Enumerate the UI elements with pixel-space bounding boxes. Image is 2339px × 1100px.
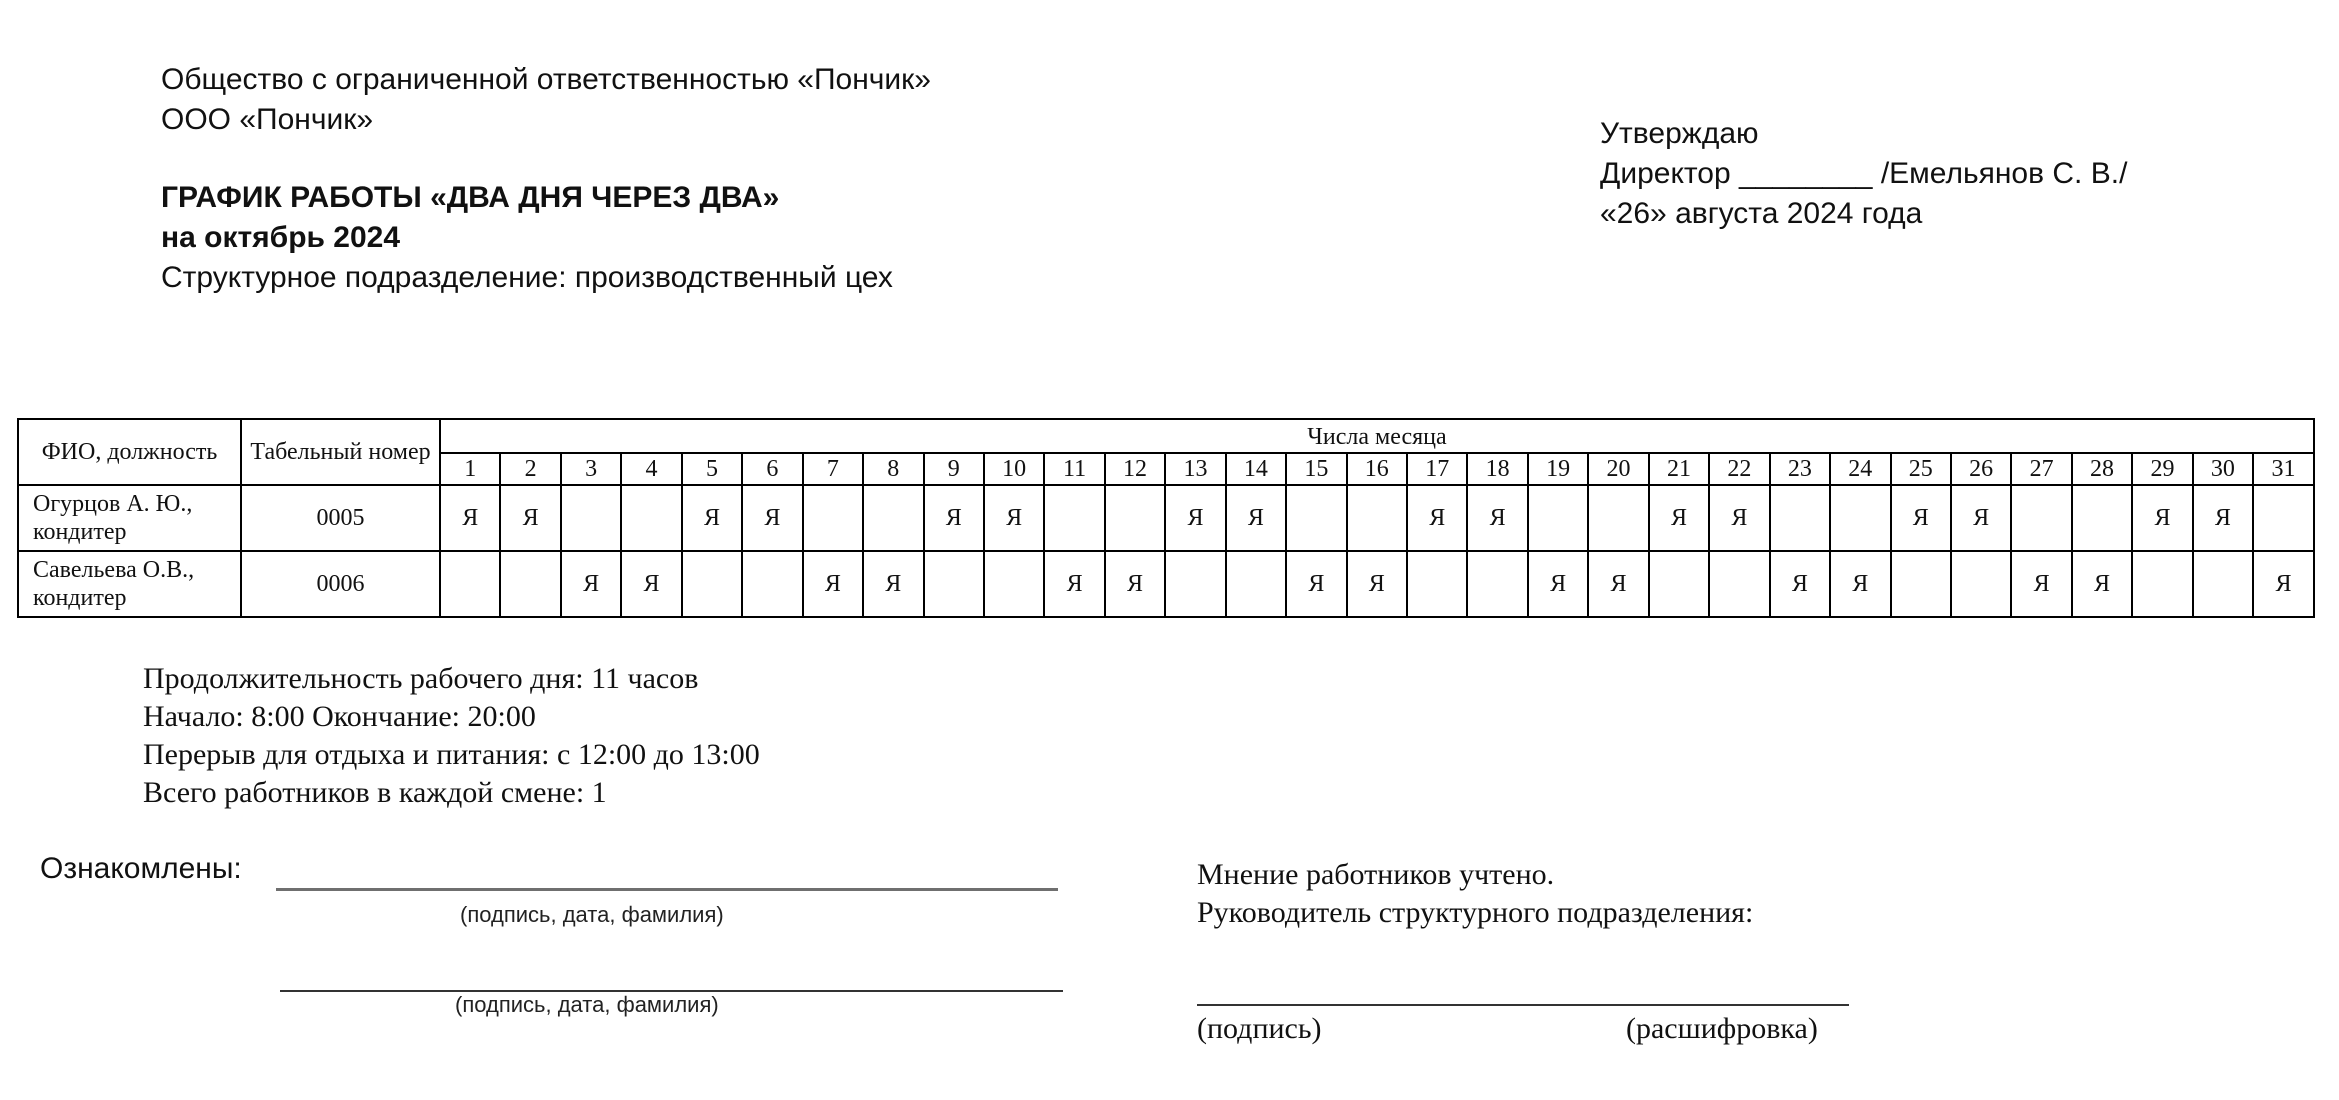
shift-cell[interactable]: Я	[863, 551, 923, 617]
shift-cell[interactable]: Я	[2193, 485, 2253, 551]
shift-cell[interactable]: Я	[1165, 485, 1225, 551]
shift-cell[interactable]: Я	[1407, 485, 1467, 551]
day-header: 9	[924, 453, 984, 485]
document-title: ГРАФИК РАБОТЫ «ДВА ДНЯ ЧЕРЕЗ ДВА»	[161, 181, 780, 214]
employee-number: 0006	[241, 551, 440, 617]
day-header: 20	[1588, 453, 1648, 485]
shift-cell[interactable]: Я	[803, 551, 863, 617]
shift-cell[interactable]	[1467, 551, 1527, 617]
shift-cell[interactable]	[1649, 551, 1709, 617]
day-header: 10	[984, 453, 1044, 485]
employee-name: Огурцов А. Ю., кондитер	[18, 485, 241, 551]
work-info-block	[143, 660, 760, 812]
shift-cell[interactable]: Я	[621, 551, 681, 617]
workers-per-shift: Всего работников в каждой смене: 1	[143, 776, 607, 809]
shift-cell[interactable]: Я	[742, 485, 802, 551]
department-head-signature-line[interactable]	[1197, 1004, 1849, 1006]
shift-cell[interactable]: Я	[2253, 551, 2314, 617]
day-header: 3	[561, 453, 621, 485]
shift-cell[interactable]: Я	[1709, 485, 1769, 551]
day-header: 18	[1467, 453, 1527, 485]
shift-cell[interactable]	[2072, 485, 2132, 551]
day-header: 25	[1891, 453, 1951, 485]
document-title-block	[161, 178, 893, 298]
acknowledged-label: Ознакомлены:	[40, 852, 242, 885]
day-header: 31	[2253, 453, 2314, 485]
day-header: 4	[621, 453, 681, 485]
acknowledgement-caption-1: (подпись, дата, фамилия)	[460, 902, 724, 927]
shift-cell[interactable]: Я	[440, 485, 500, 551]
day-header: 19	[1528, 453, 1588, 485]
shift-cell[interactable]: Я	[2132, 485, 2192, 551]
shift-cell[interactable]: Я	[2011, 551, 2071, 617]
shift-cell[interactable]	[682, 551, 742, 617]
opinion-block	[1197, 856, 1753, 932]
employee-number: 0005	[241, 485, 440, 551]
document-period: на октябрь 2024	[161, 221, 401, 254]
shift-cell[interactable]	[1286, 485, 1346, 551]
day-header: 5	[682, 453, 742, 485]
shift-cell[interactable]: Я	[1467, 485, 1527, 551]
shift-cell[interactable]	[1044, 485, 1104, 551]
shift-cell[interactable]: Я	[1588, 551, 1648, 617]
day-header: 17	[1407, 453, 1467, 485]
signature-caption: (подпись)	[1197, 1012, 1322, 1045]
shift-cell[interactable]: Я	[2072, 551, 2132, 617]
table-header-row	[18, 419, 2314, 453]
shift-cell[interactable]	[1165, 551, 1225, 617]
shift-cell[interactable]	[1709, 551, 1769, 617]
work-start-end: Начало: 8:00 Окончание: 20:00	[143, 700, 536, 733]
day-header: 26	[1951, 453, 2011, 485]
day-header: 15	[1286, 453, 1346, 485]
shift-cell[interactable]: Я	[682, 485, 742, 551]
day-header: 14	[1226, 453, 1286, 485]
day-header: 22	[1709, 453, 1769, 485]
acknowledgement-caption-2: (подпись, дата, фамилия)	[455, 992, 719, 1017]
approval-date: «26» августа 2024 года	[1600, 197, 1923, 230]
opinion-statement: Мнение работников учтено.	[1197, 858, 1555, 891]
shift-cell[interactable]: Я	[1830, 551, 1890, 617]
day-header: 28	[2072, 453, 2132, 485]
shift-cell[interactable]	[2132, 551, 2192, 617]
org-full-name: Общество с ограниченной ответственностью «Пончик»	[161, 63, 931, 96]
shift-cell[interactable]	[1891, 551, 1951, 617]
day-header: 2	[500, 453, 560, 485]
shift-cell[interactable]	[500, 551, 560, 617]
day-header: 12	[1105, 453, 1165, 485]
shift-cell[interactable]: Я	[984, 485, 1044, 551]
shift-cell[interactable]	[1951, 551, 2011, 617]
shift-cell[interactable]: Я	[1528, 551, 1588, 617]
department-head-label: Руководитель структурного подразделения:	[1197, 896, 1754, 929]
shift-cell[interactable]: Я	[1649, 485, 1709, 551]
approval-word: Утверждаю	[1600, 117, 1759, 150]
shift-cell[interactable]	[742, 551, 802, 617]
shift-cell[interactable]	[1105, 485, 1165, 551]
shift-cell[interactable]	[440, 551, 500, 617]
day-header: 16	[1347, 453, 1407, 485]
header-days-of-month: Числа месяца	[440, 419, 2314, 453]
shift-cell[interactable]	[1770, 485, 1830, 551]
shift-cell[interactable]: Я	[1044, 551, 1104, 617]
shift-cell[interactable]	[924, 551, 984, 617]
shift-cell[interactable]	[561, 485, 621, 551]
day-header: 7	[803, 453, 863, 485]
work-break: Перерыв для отдыха и питания: с 12:00 до 13:00	[143, 738, 760, 771]
day-header: 29	[2132, 453, 2192, 485]
department-line: Структурное подразделение: производственный цех	[161, 261, 893, 294]
name-decoding-caption: (расшифровка)	[1626, 1012, 1818, 1045]
day-header: 13	[1165, 453, 1225, 485]
org-short-name: ООО «Пончик»	[161, 103, 374, 136]
day-header: 30	[2193, 453, 2253, 485]
shift-cell[interactable]	[863, 485, 923, 551]
day-header: 11	[1044, 453, 1104, 485]
shift-cell[interactable]: Я	[924, 485, 984, 551]
shift-cell[interactable]	[621, 485, 681, 551]
organization-block	[161, 60, 931, 140]
shift-cell[interactable]: Я	[1286, 551, 1346, 617]
acknowledgement-signature-line-1[interactable]	[276, 888, 1058, 891]
shift-cell[interactable]	[2253, 485, 2314, 551]
shift-cell[interactable]	[1407, 551, 1467, 617]
shift-cell[interactable]: Я	[1891, 485, 1951, 551]
table-row	[18, 485, 2314, 551]
shift-cell[interactable]	[2193, 551, 2253, 617]
header-personnel-number: Табельный номер	[241, 419, 440, 485]
shift-cell[interactable]	[984, 551, 1044, 617]
shift-cell[interactable]: Я	[1951, 485, 2011, 551]
shift-cell[interactable]	[2011, 485, 2071, 551]
shift-cell[interactable]: Я	[500, 485, 560, 551]
table-row	[18, 551, 2314, 617]
shift-cell[interactable]	[1528, 485, 1588, 551]
shift-cell[interactable]	[1226, 551, 1286, 617]
day-header: 23	[1770, 453, 1830, 485]
schedule-table	[17, 418, 2315, 618]
shift-cell[interactable]: Я	[1226, 485, 1286, 551]
header-name-position: ФИО, должность	[18, 419, 241, 485]
shift-cell[interactable]: Я	[1347, 551, 1407, 617]
day-header: 1	[440, 453, 500, 485]
work-duration: Продолжительность рабочего дня: 11 часов	[143, 662, 699, 695]
day-header: 6	[742, 453, 802, 485]
shift-cell[interactable]: Я	[561, 551, 621, 617]
shift-cell[interactable]: Я	[1105, 551, 1165, 617]
employee-name: Савельева О.В., кондитер	[18, 551, 241, 617]
day-header: 24	[1830, 453, 1890, 485]
approval-block	[1600, 114, 2127, 234]
day-header: 21	[1649, 453, 1709, 485]
shift-cell[interactable]: Я	[1770, 551, 1830, 617]
shift-cell[interactable]	[1347, 485, 1407, 551]
shift-cell[interactable]	[1588, 485, 1648, 551]
shift-cell[interactable]	[1830, 485, 1890, 551]
approval-director: Директор ________ /Емельянов С. В./	[1600, 157, 2128, 190]
day-header: 27	[2011, 453, 2071, 485]
day-header: 8	[863, 453, 923, 485]
shift-cell[interactable]	[803, 485, 863, 551]
